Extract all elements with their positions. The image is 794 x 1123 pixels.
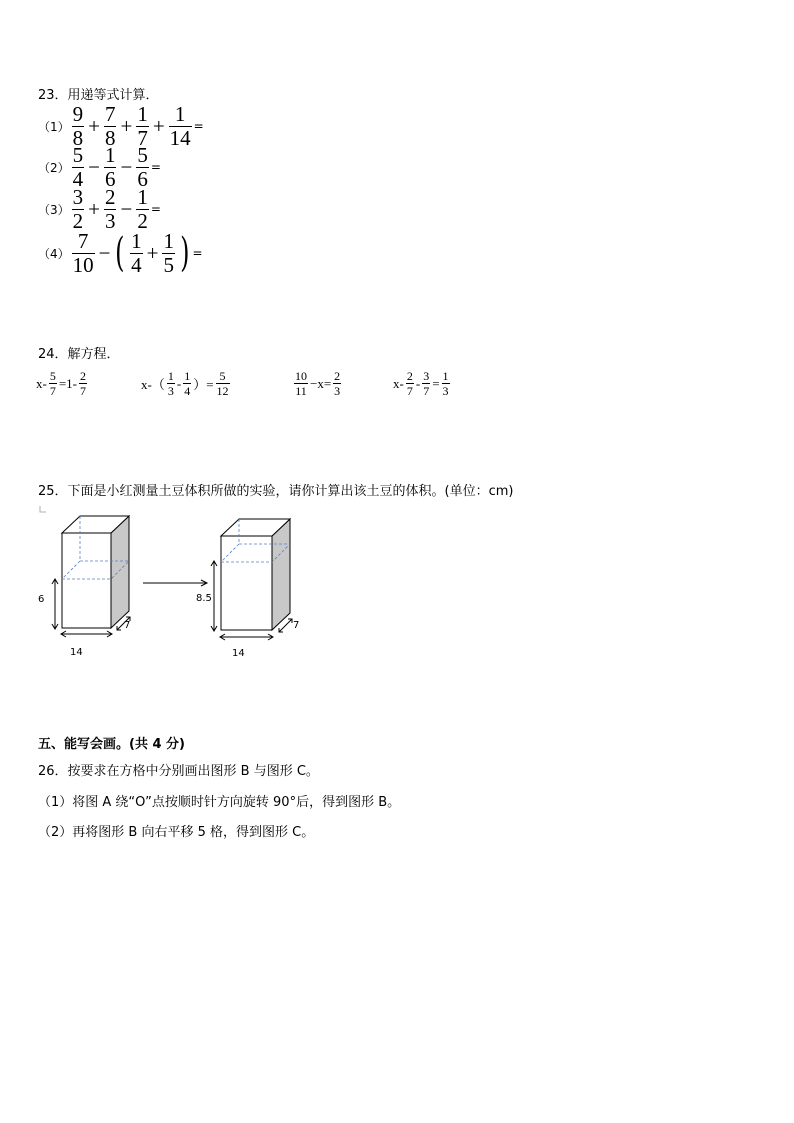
- q25-experiment-figure: [0, 500, 330, 670]
- equals-sign: =: [193, 119, 204, 133]
- denominator: 2: [137, 208, 148, 233]
- fraction: [79, 370, 87, 397]
- numerator: 1: [137, 184, 148, 209]
- fraction: [49, 370, 57, 397]
- numerator: 5: [219, 369, 226, 383]
- denominator: 7: [80, 384, 87, 398]
- fraction: [104, 101, 117, 150]
- numerator: 9: [72, 101, 84, 126]
- container-before: [38, 516, 130, 658]
- denominator: 5: [163, 252, 174, 277]
- fraction: [104, 142, 117, 191]
- item-label: （4）: [38, 246, 70, 261]
- denominator: 11: [295, 384, 307, 398]
- denominator: 3: [442, 384, 449, 398]
- fraction: [406, 370, 414, 397]
- q23-item-1: [38, 101, 204, 150]
- q24-eq-3: [292, 370, 343, 397]
- denominator: 3: [104, 208, 116, 233]
- equation-text: −x=: [310, 375, 332, 391]
- fraction: [136, 184, 149, 233]
- numerator: 3: [72, 184, 84, 209]
- equals-sign: =: [150, 160, 161, 174]
- parenthesis: ): [180, 230, 190, 276]
- fraction: [136, 101, 149, 150]
- fraction: [169, 101, 192, 150]
- numerator: 1: [184, 369, 191, 383]
- denominator: 6: [137, 166, 148, 191]
- denominator: 14: [169, 125, 191, 150]
- q23-item-2: [38, 142, 204, 191]
- equation-text: =1-: [58, 375, 78, 391]
- item-label: （2）: [38, 160, 70, 175]
- operator: −: [88, 154, 100, 179]
- denominator: 3: [167, 384, 174, 398]
- q26-title: 26．按要求在方格中分别画出图形 B 与图形 C。: [38, 764, 319, 779]
- numerator: 1: [131, 228, 142, 253]
- operator: +: [88, 196, 100, 221]
- operator: +: [120, 113, 133, 138]
- q23-item-4: [38, 230, 204, 276]
- denominator: 2: [72, 208, 84, 233]
- fraction: [72, 184, 85, 233]
- fraction: [216, 370, 230, 397]
- numerator: 1: [442, 369, 449, 383]
- box2-depth-label: 7: [293, 620, 300, 631]
- q23-item-3: [38, 184, 204, 233]
- box2-width-label: 14: [232, 648, 245, 659]
- fraction: [294, 370, 308, 397]
- numerator: 1: [174, 101, 186, 126]
- box1-width-label: 14: [70, 647, 83, 658]
- box2-height-label: 8.5: [196, 593, 212, 604]
- q25-title: 25．下面是小红测量土豆体积所做的实验，请你计算出该土豆的体积。(单位：cm): [38, 484, 514, 499]
- numerator: 5: [137, 142, 148, 167]
- denominator: 3: [334, 384, 341, 398]
- container-after: [196, 519, 299, 659]
- equation-text: -: [176, 375, 182, 391]
- denominator: 7: [406, 384, 413, 398]
- numerator: 2: [334, 369, 341, 383]
- denominator: 7: [137, 125, 148, 150]
- numerator: 7: [77, 228, 89, 253]
- q26-item-1: （1）将图 A 绕“O”点按顺时针方向旋转 90°后，得到图形 B。: [38, 795, 401, 810]
- numerator: 5: [49, 369, 56, 383]
- fraction: [333, 370, 341, 397]
- section-5-heading: 五、能写会画。(共 4 分): [38, 737, 185, 752]
- operator: −: [98, 240, 111, 265]
- operator: +: [146, 240, 159, 265]
- numerator: 2: [80, 369, 87, 383]
- fraction: [72, 228, 95, 277]
- equals-sign: =: [150, 202, 161, 216]
- box1-height-label: 6: [38, 594, 45, 605]
- numerator: 7: [104, 101, 116, 126]
- fraction: [167, 370, 175, 397]
- denominator: 4: [184, 384, 191, 398]
- fraction: [162, 228, 175, 277]
- numerator: 2: [104, 184, 116, 209]
- numerator: 1: [104, 142, 116, 167]
- equation-text: =: [432, 375, 440, 391]
- operator: +: [88, 113, 100, 138]
- numerator: 5: [72, 142, 84, 167]
- equation-text: ）=: [193, 377, 214, 392]
- denominator: 7: [423, 384, 430, 398]
- q23-title: 23．用递等式计算．: [38, 88, 159, 103]
- q24-eq-4: [393, 370, 452, 397]
- numerator: 3: [423, 369, 430, 383]
- numerator: 10: [295, 369, 307, 383]
- q23-expressions: [38, 101, 204, 277]
- equation-text: -: [415, 375, 421, 391]
- fraction: [136, 142, 149, 191]
- denominator: 12: [216, 384, 229, 398]
- q24-eq-2: [141, 370, 232, 397]
- numerator: 2: [406, 369, 413, 383]
- fraction: [130, 228, 143, 277]
- equation-text: x-: [36, 375, 47, 391]
- fraction: [72, 142, 85, 191]
- denominator: 7: [49, 384, 56, 398]
- item-label: （3）: [38, 202, 70, 217]
- box1-depth-label: 7: [124, 620, 131, 631]
- parenthesis: (: [115, 230, 125, 276]
- operator: −: [120, 196, 133, 221]
- denominator: 6: [104, 166, 116, 191]
- q24-title: 24．解方程．: [38, 347, 120, 362]
- operator: +: [152, 113, 165, 138]
- fraction: [422, 370, 430, 397]
- denominator: 10: [72, 252, 94, 277]
- equals-sign: =: [192, 246, 203, 260]
- q24-eq-1: [36, 370, 89, 397]
- fraction: [442, 370, 450, 397]
- denominator: 8: [104, 125, 116, 150]
- equation-text: x-: [393, 375, 404, 391]
- q26-item-2: （2）再将图形 B 向右平移 5 格，得到图形 C。: [38, 825, 315, 840]
- numerator: 1: [167, 369, 174, 383]
- fraction: [72, 101, 85, 150]
- denominator: 4: [131, 252, 142, 277]
- item-label: （1）: [38, 119, 70, 134]
- fraction: [183, 370, 191, 397]
- fraction: [104, 184, 117, 233]
- numerator: 1: [163, 228, 174, 253]
- numerator: 1: [137, 101, 148, 126]
- operator: −: [120, 154, 133, 179]
- equation-text: x-（: [141, 377, 165, 392]
- denominator: 4: [72, 166, 84, 191]
- denominator: 8: [72, 125, 84, 150]
